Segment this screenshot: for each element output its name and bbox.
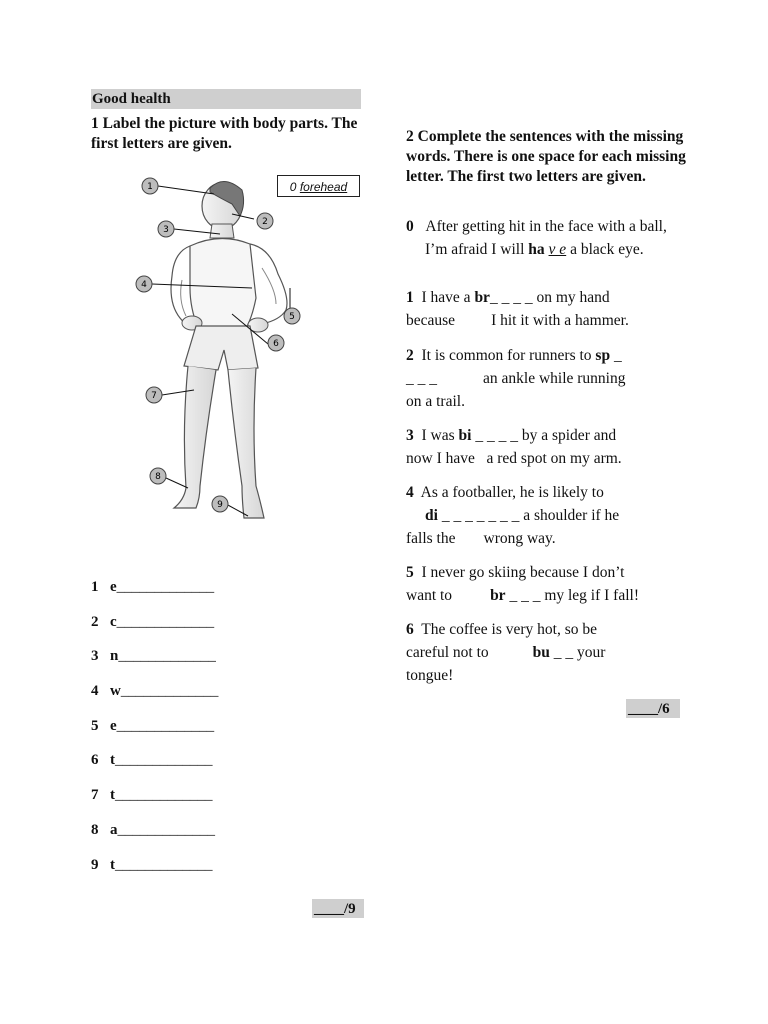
sentence-3: 3 I was bi _ _ _ _ by a spider and now I have a red spot on my arm. (406, 427, 622, 467)
marker-1: 1 (147, 182, 153, 192)
example-number: 0 (289, 180, 297, 194)
blank-3[interactable]: _ _ _ _ (475, 427, 518, 444)
answer-row-1[interactable]: 1 e_____________ (91, 579, 215, 595)
marker-5: 5 (289, 312, 295, 322)
sentence-5: 5 I never go skiing because I don’t want to br _ _ _ my leg if I fall! (406, 564, 640, 604)
answer-row-3[interactable]: 3 n_____________ (91, 648, 216, 665)
sentence-6: 6 The coffee is very hot, so be careful not to bu _ _ your tongue! (406, 621, 606, 684)
exercise1-score: ____/9 (312, 899, 364, 918)
answer-list (91, 579, 218, 891)
section-title: Good health (91, 89, 361, 109)
answer-row-2[interactable]: 2 c_____________ (91, 613, 215, 630)
blank-4[interactable]: _ _ _ _ _ _ _ (441, 507, 520, 524)
sentence-0: 0 After getting hit in the face with a ball, I’m afraid I will ha v e a black eye. (406, 218, 667, 258)
answer-row-5[interactable]: 5 e_____________ (91, 717, 215, 734)
sentence-1: 1 I have a br_ _ _ _ on my hand because I hit it with a hammer. (406, 289, 629, 329)
sentence-4: 4 As a footballer, he is likely to di _ _ _ _ _ _ _ a shoulder if he falls the wrong way. (406, 484, 620, 547)
body-figure-illustration (120, 168, 370, 538)
blank-5[interactable]: _ _ _ (509, 587, 541, 604)
answer-row-9[interactable]: 9 t_____________ (91, 856, 213, 873)
answer-row-7[interactable]: 7 t_____________ (91, 787, 213, 804)
example-word: forehead (299, 180, 348, 194)
blank-2a[interactable]: _ (613, 347, 622, 364)
marker-9: 9 (217, 500, 223, 510)
answer-row-8[interactable]: 8 a_____________ (91, 821, 215, 838)
blank-1[interactable]: _ _ _ _ (489, 289, 533, 306)
sentence-2: 2 It is common for runners to sp _ _ _ _ an ankle while running on a trail. (406, 347, 626, 410)
answer-row-6[interactable]: 6 t_____________ (91, 752, 213, 769)
marker-4: 4 (141, 280, 147, 290)
marker-6: 6 (273, 339, 279, 349)
marker-8: 8 (155, 472, 161, 482)
marker-2: 2 (262, 217, 268, 227)
answer-row-4[interactable]: 4 w_____________ (91, 683, 219, 700)
example-callout-box (277, 175, 360, 197)
blank-2b[interactable]: _ _ _ (406, 370, 437, 387)
blank-6[interactable]: _ _ (553, 644, 574, 661)
marker-3: 3 (163, 225, 169, 235)
marker-7: 7 (151, 391, 157, 401)
example-filled-letters: v e (548, 241, 567, 258)
exercise1-instruction: 1 Label the picture with body parts. The first letters are given. (91, 115, 358, 152)
exercise2-score: ____/6 (626, 699, 680, 718)
exercise2-instruction: 2 Complete the sentences with the missing words. There is one space for each missing letter. The first two letters are given. (406, 128, 686, 185)
